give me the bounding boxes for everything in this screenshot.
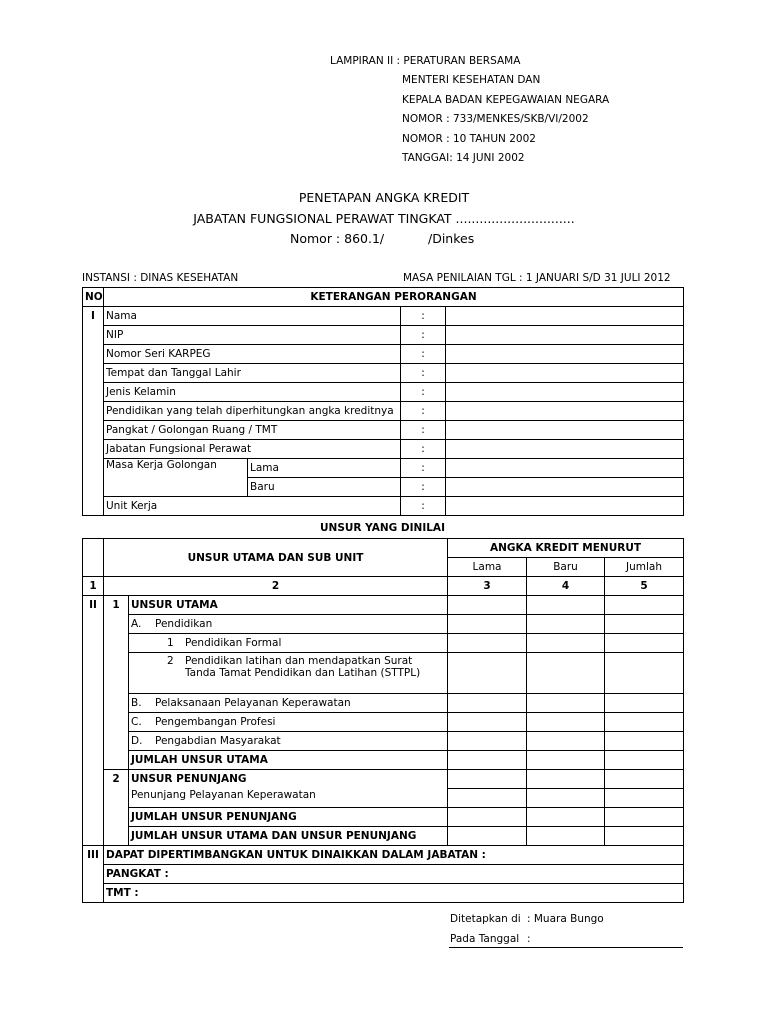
colon: : [401,307,446,326]
value-karpeg[interactable] [446,345,684,364]
row-nip: NIP [104,326,401,345]
value-unit-kerja[interactable] [446,497,684,516]
title-nomor-suffix: /Dinkes [428,231,475,246]
section-i: I [83,307,104,326]
row-a-pendidikan: A. Pendidikan [129,615,448,634]
row-pendidikan: Pendidikan yang telah diperhitungkan angka kreditnya [104,402,401,421]
num-2: 2 [104,577,448,596]
ditetapkan-value: : Muara Bungo [527,913,604,925]
tanggal-value: : [527,933,531,945]
value-pangkat[interactable] [446,421,684,440]
masa-kerja-lama: Lama [248,459,401,478]
colon: : [401,326,446,345]
signature-divider [449,947,683,948]
title-nomor: Nomor : 860.1/ [290,231,385,246]
masa-penilaian-label: MASA PENILAIAN TGL : 1 JANUARI S/D 31 JULI 2012 [403,272,671,284]
keterangan-header: KETERANGAN PERORANGAN [104,288,684,307]
colon: : [401,440,446,459]
dapat-dipertimbangkan: DAPAT DIPERTIMBANGKAN UNTUK DINAIKKAN DALAM JABATAN : [104,846,684,865]
col-jumlah: Jumlah [605,558,684,577]
section-ii: II [83,596,104,615]
sub-1: 1 [104,596,129,615]
num-3: 3 [448,577,527,596]
row-penunjang-pelayanan: Penunjang Pelayanan Keperawatan [129,789,448,808]
col-lama: Lama [448,558,527,577]
colon: : [401,497,446,516]
tmt-label[interactable]: TMT : [104,884,684,903]
row-unit-kerja: Unit Kerja [104,497,401,516]
title-line-1: PENETAPAN ANGKA KREDIT [298,190,470,205]
angka-kredit-header: ANGKA KREDIT MENURUT [448,539,684,558]
jumlah-unsur-utama: JUMLAH UNSUR UTAMA [129,751,448,770]
colon: : [401,383,446,402]
row-a2-sttpl: 2 Pendidikan latihan dan mendapatkan Surat Tanda Tamat Pendidikan dan Latihan (STTPL) [129,653,448,694]
section-iii: III [83,846,104,865]
unsur-utama-label: UNSUR UTAMA [129,596,448,615]
jumlah-unsur-penunjang: JUMLAH UNSUR PENUNJANG [129,808,448,827]
row-c-pengembangan: C. Pengembangan Profesi [129,713,448,732]
value-jenis-kelamin[interactable] [446,383,684,402]
unsur-penunjang-label: UNSUR PENUNJANG [129,770,448,789]
masa-kerja-baru: Baru [248,478,401,497]
pangkat-label[interactable]: PANGKAT : [104,865,684,884]
lampiran-line-1: LAMPIRAN II : PERATURAN BERSAMA [330,55,521,67]
colon: : [401,421,446,440]
num-4: 4 [527,577,605,596]
personal-info-table [82,287,684,516]
lampiran-line-2: MENTERI KESEHATAN DAN [402,74,541,86]
col-no-header: NO [83,288,104,307]
colon: : [401,459,446,478]
col-baru: Baru [527,558,605,577]
colon: : [401,478,446,497]
instansi-label: INSTANSI : DINAS KESEHATAN [82,272,239,284]
row-a1-formal: 1 Pendidikan Formal [129,634,448,653]
value-masa-lama[interactable] [446,459,684,478]
sub-2: 2 [104,770,129,789]
value-pendidikan[interactable] [446,402,684,421]
value-nama[interactable] [446,307,684,326]
row-pangkat: Pangkat / Golongan Ruang / TMT [104,421,401,440]
colon: : [401,345,446,364]
unsur-utama-sub-unit-header: UNSUR UTAMA DAN SUB UNIT [104,539,448,577]
row-jenis-kelamin: Jenis Kelamin [104,383,401,402]
row-ttl: Tempat dan Tanggal Lahir [104,364,401,383]
lampiran-line-4: NOMOR : 733/MENKES/SKB/VI/2002 [402,113,589,125]
colon: : [401,402,446,421]
row-masa-kerja: Masa Kerja Golongan [104,459,248,478]
row-jabatan: Jabatan Fungsional Perawat [104,440,401,459]
num-1: 1 [83,577,104,596]
lampiran-line-6: TANGGAI: 14 JUNI 2002 [402,152,525,164]
row-b-pelaksanaan: B. Pelaksanaan Pelayanan Keperawatan [129,694,448,713]
lampiran-line-3: KEPALA BADAN KEPEGAWAIAN NEGARA [402,94,610,106]
row-d-pengabdian: D. Pengabdian Masyarakat [129,732,448,751]
unsur-table [82,538,684,903]
value-masa-baru[interactable] [446,478,684,497]
value-nip[interactable] [446,326,684,345]
value-jabatan[interactable] [446,440,684,459]
num-5: 5 [605,577,684,596]
jumlah-total: JUMLAH UNSUR UTAMA DAN UNSUR PENUNJANG [129,827,448,846]
ditetapkan-label: Ditetapkan di [450,913,521,925]
tanggal-label: Pada Tanggal [450,933,520,945]
lampiran-line-5: NOMOR : 10 TAHUN 2002 [402,133,536,145]
colon: : [401,364,446,383]
row-karpeg: Nomor Seri KARPEG [104,345,401,364]
row-nama: Nama [104,307,401,326]
value-ttl[interactable] [446,364,684,383]
unsur-section-title: UNSUR YANG DINILAI [320,522,445,534]
title-line-2: JABATAN FUNGSIONAL PERAWAT TINGKAT .............................. [193,211,575,226]
